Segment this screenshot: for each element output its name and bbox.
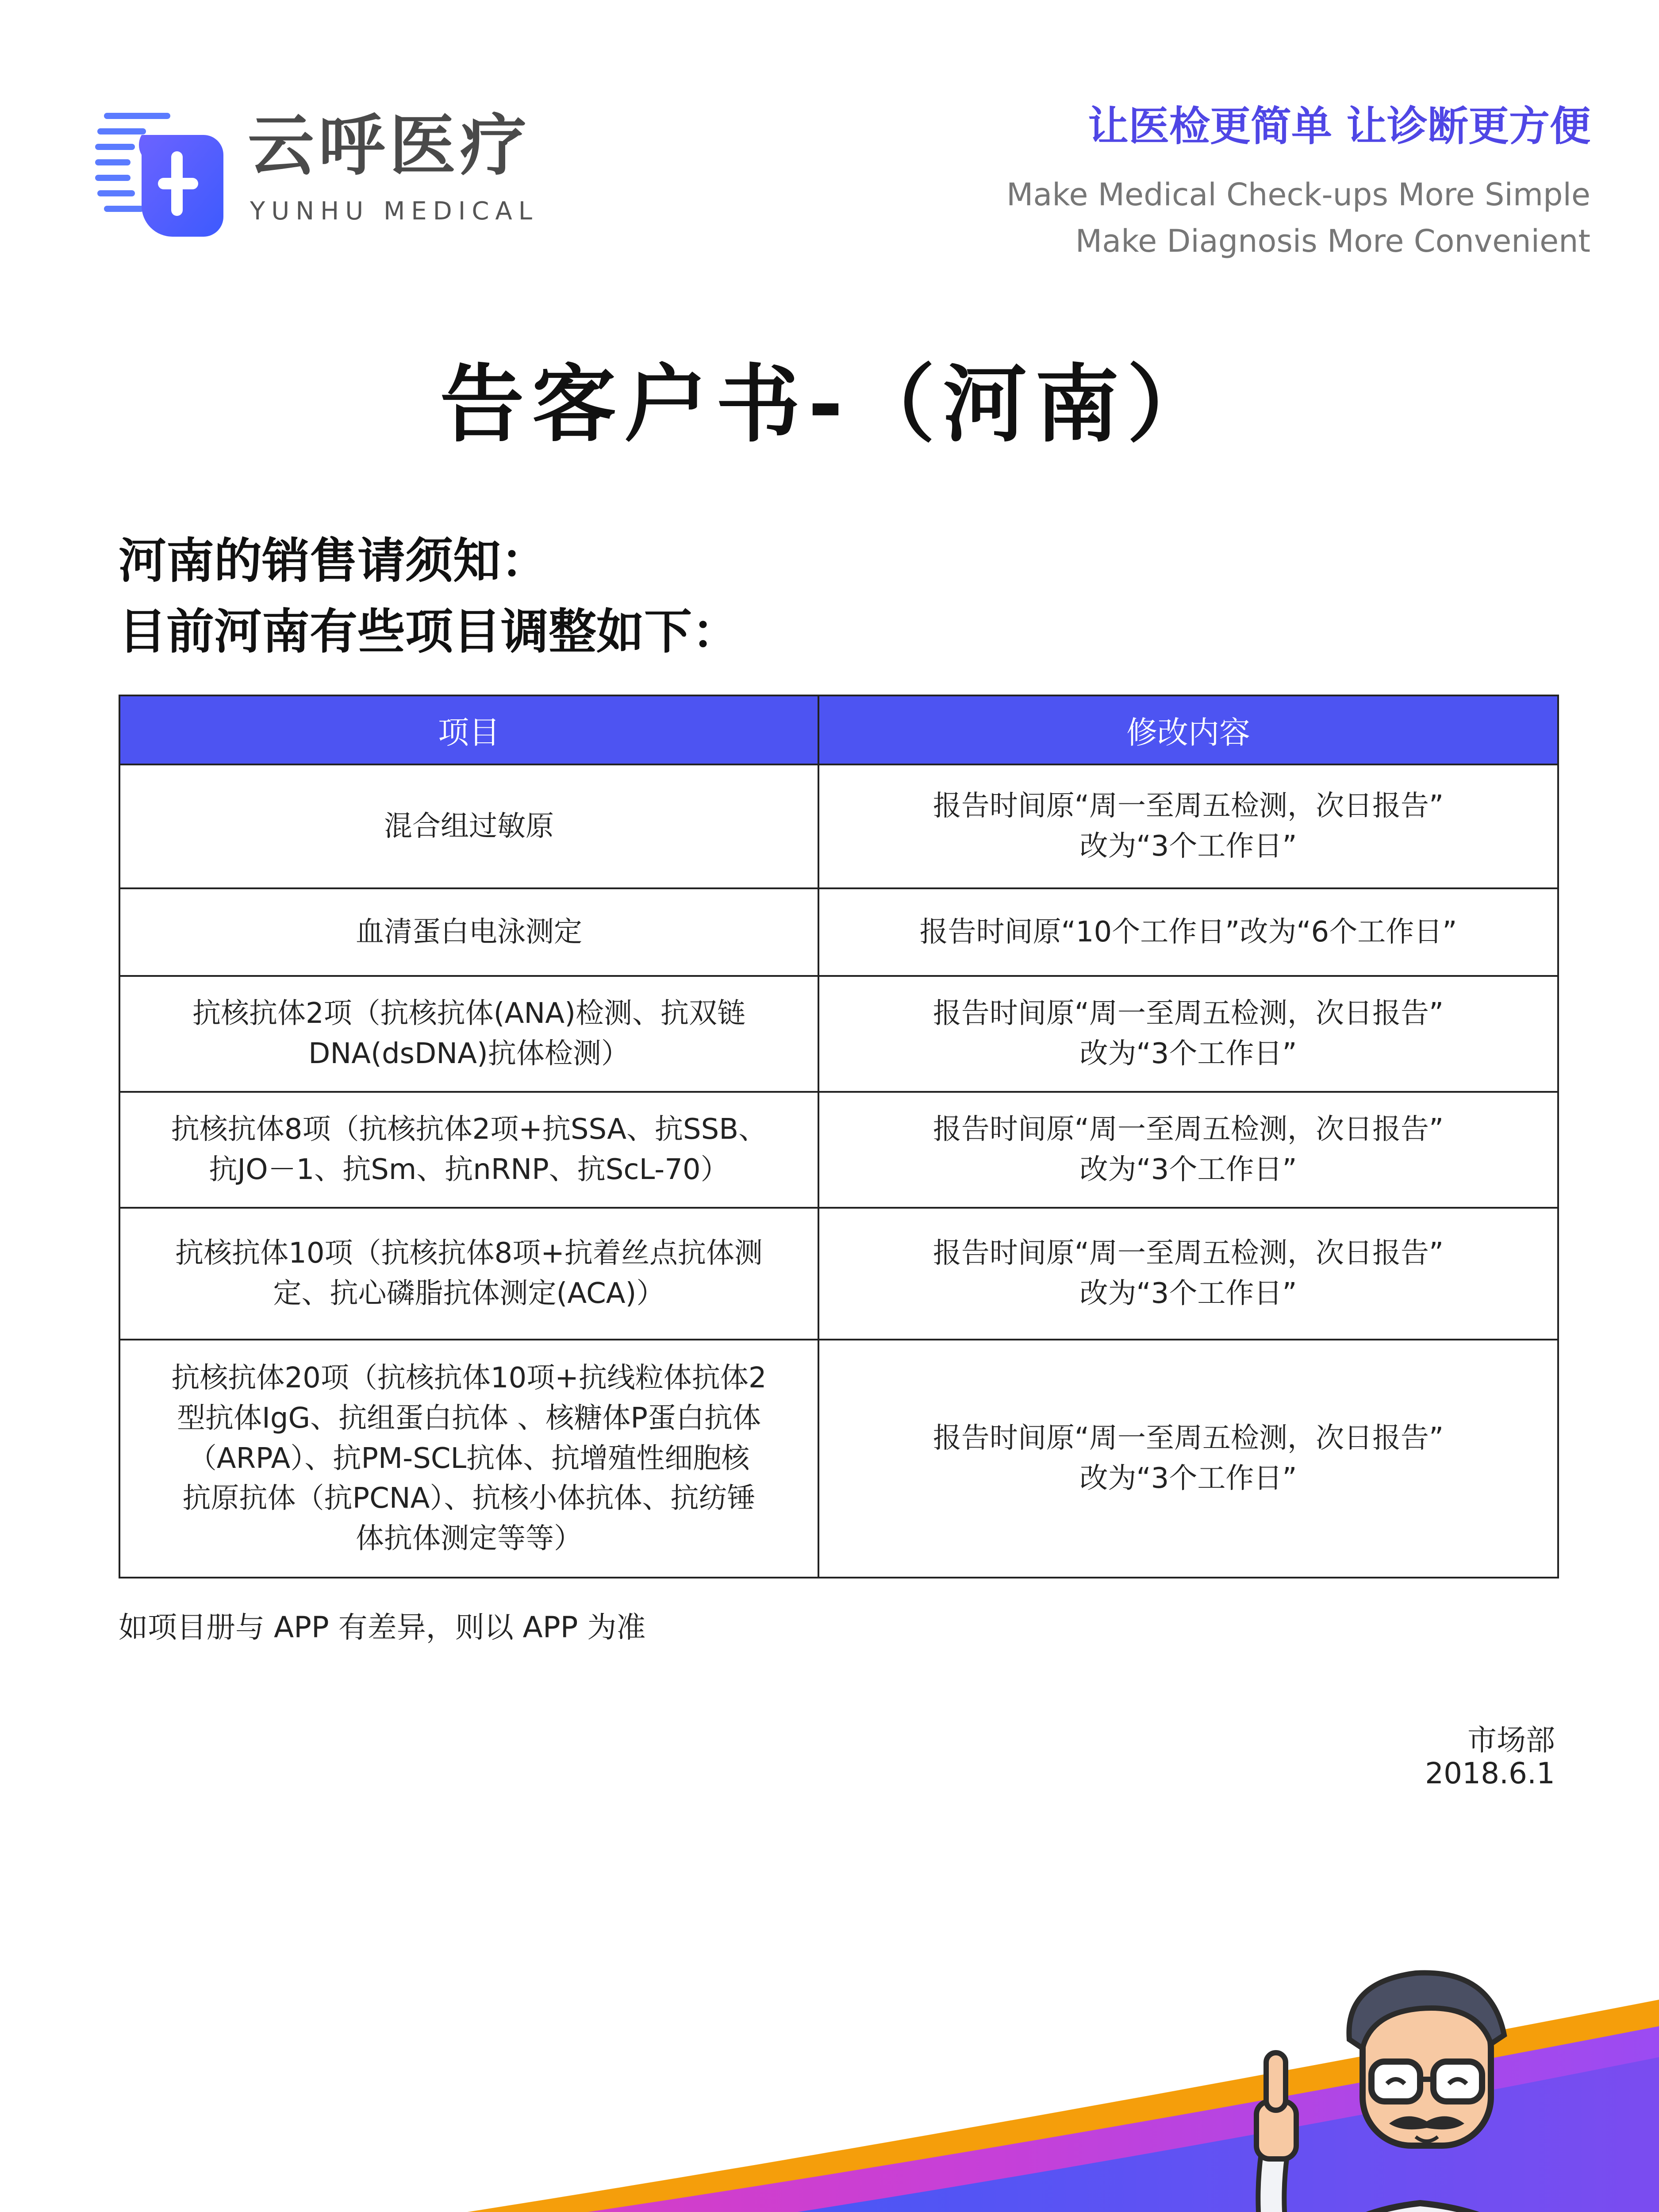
column-header-item: 项目 bbox=[119, 695, 818, 764]
cell-item bbox=[119, 888, 818, 976]
project-adjustment-table bbox=[119, 695, 1559, 1578]
slogan-cn: 让医检更简单 让诊断更方便 bbox=[1087, 103, 1590, 150]
cell-item-line: 体抗体测定等等） bbox=[356, 1522, 582, 1555]
cell-change-line: 改为“3个工作日” bbox=[1079, 830, 1297, 863]
cell-item-line: 抗核抗体10项（抗核抗体8项+抗着丝点抗体测 bbox=[175, 1237, 763, 1270]
cell-item-line: 血清蛋白电泳测定 bbox=[356, 915, 582, 949]
cell-item bbox=[119, 1340, 818, 1578]
cell-change-line: 报告时间原“周一至周五检测，次日报告” bbox=[933, 997, 1444, 1030]
cell-change-line: 报告时间原“10个工作日”改为“6个工作日” bbox=[919, 915, 1457, 949]
column-header-change: 修改内容 bbox=[818, 695, 1558, 764]
cell-change bbox=[818, 888, 1558, 976]
table-row bbox=[119, 888, 1558, 976]
brand-name-en: YUNHU MEDICAL bbox=[250, 197, 538, 226]
slogan-en-line1: Make Medical Check-ups More Simple bbox=[1006, 177, 1590, 213]
cell-item-line: 抗核抗体2项（抗核抗体(ANA)检测、抗双链 bbox=[192, 997, 746, 1030]
cell-item-line: 混合组过敏原 bbox=[384, 810, 554, 843]
cell-item-line: 定、抗心磷脂抗体测定(ACA)） bbox=[273, 1277, 665, 1310]
brand-name-cn: 云呼医疗 bbox=[248, 108, 531, 184]
table-header-row bbox=[119, 695, 1558, 764]
cell-item-line: DNA(dsDNA)抗体检测） bbox=[308, 1037, 630, 1070]
table-row bbox=[119, 1208, 1558, 1340]
cell-item-line: 抗原抗体（抗PCNA）、抗核小体抗体、抗纺锤 bbox=[182, 1482, 756, 1515]
document-title: 告客户书-（河南） bbox=[440, 356, 1219, 453]
cell-change-line: 改为“3个工作日” bbox=[1079, 1462, 1297, 1495]
cell-change-line: 报告时间原“周一至周五检测，次日报告” bbox=[933, 1422, 1444, 1455]
cell-item-line: 型抗体IgG、抗组蛋白抗体 、核糖体P蛋白抗体 bbox=[177, 1402, 761, 1435]
intro-line-2: 目前河南有些项目调整如下： bbox=[119, 604, 740, 660]
cell-change bbox=[818, 1340, 1558, 1578]
table-row bbox=[119, 976, 1558, 1092]
intro-line-1: 河南的销售请须知： bbox=[119, 534, 549, 589]
cell-change-line: 报告时间原“周一至周五检测，次日报告” bbox=[933, 1113, 1444, 1146]
cell-change-line: 报告时间原“周一至周五检测，次日报告” bbox=[933, 1237, 1444, 1270]
cell-item-line: 抗核抗体8项（抗核抗体2项+抗SSA、抗SSB、 bbox=[171, 1113, 767, 1146]
table-row bbox=[119, 764, 1558, 888]
cell-change bbox=[818, 764, 1558, 888]
cell-change-line: 改为“3个工作日” bbox=[1079, 1277, 1297, 1310]
cell-change bbox=[818, 1092, 1558, 1208]
cell-item bbox=[119, 976, 818, 1092]
cell-item-line: 抗JO－1、抗Sm、抗nRNP、抗ScL-70） bbox=[209, 1153, 729, 1186]
signature-department: 市场部 bbox=[1467, 1723, 1555, 1757]
cell-change bbox=[818, 1208, 1558, 1340]
table-row bbox=[119, 1340, 1558, 1578]
signature-date: 2018.6.1 bbox=[1425, 1756, 1555, 1790]
cell-item bbox=[119, 1092, 818, 1208]
table-row bbox=[119, 1092, 1558, 1208]
cell-item-line: （ARPA）、抗PM-SCL抗体、抗增殖性细胞核 bbox=[188, 1442, 750, 1475]
cell-change-line: 改为“3个工作日” bbox=[1079, 1037, 1297, 1070]
cell-change-line: 报告时间原“周一至周五检测，次日报告” bbox=[933, 790, 1444, 823]
doctor-illustration bbox=[1230, 1947, 1606, 2212]
logo-plus-icon bbox=[95, 108, 228, 241]
cell-change-line: 改为“3个工作日” bbox=[1079, 1153, 1297, 1186]
cell-change bbox=[818, 976, 1558, 1092]
cell-item bbox=[119, 764, 818, 888]
footnote: 如项目册与 APP 有差异，则以 APP 为准 bbox=[119, 1610, 646, 1644]
cell-item bbox=[119, 1208, 818, 1340]
slogan-en-line2: Make Diagnosis More Convenient bbox=[1075, 223, 1590, 259]
cell-item-line: 抗核抗体20项（抗核抗体10项+抗线粒体抗体2 bbox=[171, 1361, 767, 1394]
